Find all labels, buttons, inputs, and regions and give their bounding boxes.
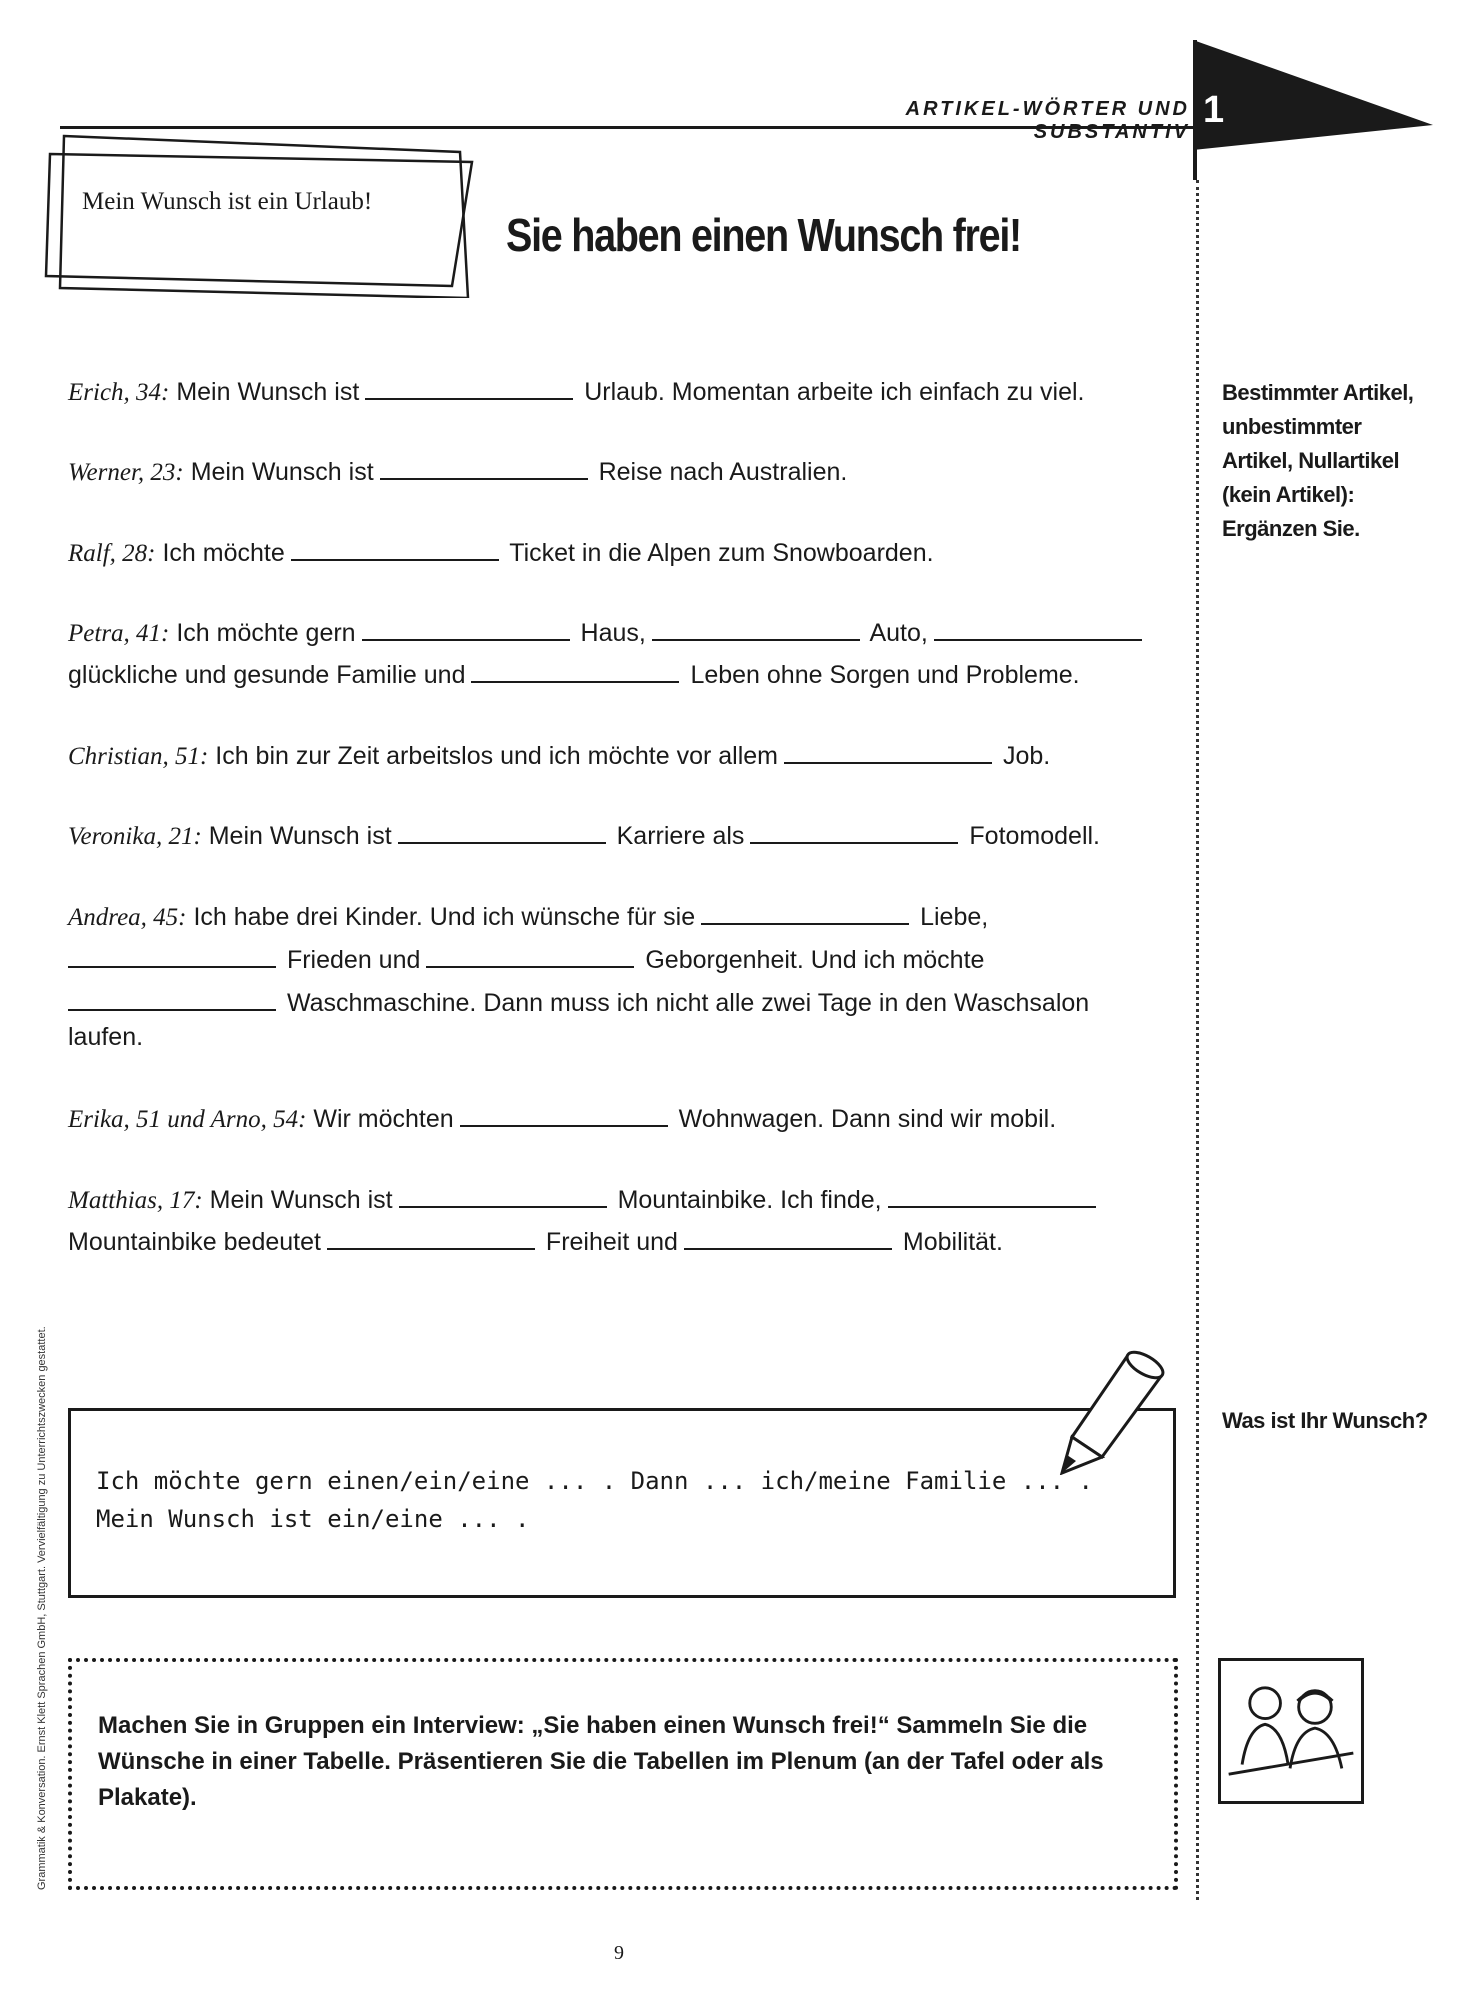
exercise-item-andrea-line3 — [68, 985, 1089, 1020]
fill-blank[interactable] — [888, 1182, 1096, 1208]
speaker-name: Christian, 51: — [68, 743, 209, 770]
writing-prompt-line: Mein Wunsch ist ein/eine ... . — [96, 1505, 530, 1533]
fill-blank[interactable] — [684, 1224, 892, 1250]
writing-prompt — [96, 1462, 1093, 1538]
exercise-item-andrea — [68, 899, 988, 935]
exercise-item-christian — [68, 738, 1050, 774]
instruction-line: Ergänzen Sie. — [1222, 516, 1360, 541]
exercise-item-erich — [68, 374, 1084, 410]
sentence-part: Ticket in die Alpen zum Snowboarden. — [509, 539, 934, 567]
sentence-part: Karriere als — [616, 822, 745, 850]
interview-instruction: Machen Sie in Gruppen ein Interview: „Sie haben einen Wunsch frei!“ Sammeln Sie die Wünsche in einer Tabelle. Präsentieren Sie die Tabellen im Plenum (an der Tafel oder als Plakate). — [98, 1712, 1104, 1811]
sentence-part: Liebe, — [920, 903, 989, 931]
exercise-item-andrea-line2 — [68, 942, 984, 977]
fill-blank[interactable] — [784, 738, 992, 764]
copyright-notice: Grammatik & Konversation. Ernst Klett Sprachen GmbH, Stuttgart. Vervielfältigung zu Unterrichtszwecken gestattet. — [36, 1326, 48, 1890]
people-talking-icon — [1218, 1658, 1364, 1804]
speaker-name: Petra, 41: — [68, 620, 170, 647]
sidebar-question: Was ist Ihr Wunsch? — [1222, 1408, 1428, 1433]
chapter-number: 1 — [1203, 89, 1225, 131]
sidebar-instruction — [1222, 376, 1442, 546]
fill-blank[interactable] — [365, 374, 573, 400]
fill-blank[interactable] — [934, 615, 1142, 641]
sentence-part: Mein Wunsch ist — [208, 822, 392, 850]
fill-blank[interactable] — [399, 1182, 607, 1208]
speaker-name: Erich, 34: — [68, 379, 170, 406]
fill-blank[interactable] — [380, 454, 588, 480]
sentence-part: Fotomodell. — [969, 822, 1101, 850]
instruction-line: Artikel, Nullartikel — [1222, 448, 1400, 473]
fill-blank[interactable] — [460, 1101, 668, 1127]
pencil-icon — [1050, 1345, 1180, 1475]
exercise-item-andrea-line4 — [68, 1020, 143, 1054]
margin-divider — [1196, 180, 1199, 1900]
exercise-item-matthias — [68, 1182, 1100, 1218]
speaker-name: Andrea, 45: — [68, 904, 187, 931]
sentence-part: Wir möchten — [313, 1105, 454, 1133]
speaker-name: Ralf, 28: — [68, 540, 156, 567]
exercise-item-matthias-line2 — [68, 1224, 1003, 1259]
sentence-part: Geborgenheit. Und ich möchte — [645, 946, 985, 974]
exercise-item-werner — [68, 454, 847, 490]
sentence-part: Ich möchte gern — [176, 619, 356, 647]
sentence-part: glückliche und gesunde Familie und — [68, 661, 466, 689]
sentence-part: Mountainbike bedeutet — [68, 1228, 321, 1256]
instruction-line: unbestimmter — [1222, 414, 1362, 439]
exercise-item-ralf — [68, 535, 934, 571]
sentence-part: laufen. — [68, 1023, 144, 1051]
instruction-line: (kein Artikel): — [1222, 482, 1355, 507]
instruction-line: Bestimmter Artikel, — [1222, 380, 1414, 405]
exercise-item-petra-line2 — [68, 657, 1080, 692]
fill-blank[interactable] — [701, 899, 909, 925]
sentence-part: Auto, — [869, 619, 928, 647]
sentence-part: Job. — [1002, 742, 1051, 770]
fill-blank[interactable] — [750, 818, 958, 844]
sentence-part: Urlaub. Momentan arbeite ich einfach zu viel. — [584, 378, 1085, 406]
sentence-part: Wohnwagen. Dann sind wir mobil. — [678, 1105, 1057, 1133]
sentence-part: Leben ohne Sorgen und Probleme. — [690, 661, 1080, 689]
sentence-part: Mountainbike. Ich finde, — [617, 1186, 882, 1214]
speaker-name: Veronika, 21: — [68, 823, 202, 850]
fill-blank[interactable] — [398, 818, 606, 844]
sentence-part: Reise nach Australien. — [598, 458, 848, 486]
sentence-part: Mein Wunsch ist — [209, 1186, 393, 1214]
fill-blank[interactable] — [652, 615, 860, 641]
fill-blank[interactable] — [327, 1224, 535, 1250]
speaker-name: Werner, 23: — [68, 459, 184, 486]
exercise-item-petra — [68, 615, 1146, 651]
writing-prompt-line: Ich möchte gern einen/ein/eine ... . Dann ... ich/meine Familie ... . — [96, 1467, 1093, 1495]
fill-blank[interactable] — [291, 535, 499, 561]
sentence-part: Haus, — [580, 619, 646, 647]
fill-blank[interactable] — [471, 657, 679, 683]
sentence-part: Ich bin zur Zeit arbeitslos und ich möchte vor allem — [215, 742, 778, 770]
title-box-text: Mein Wunsch ist ein Urlaub! — [82, 188, 373, 215]
exercise-item-erika — [68, 1101, 1056, 1137]
sentence-part: Mein Wunsch ist — [190, 458, 374, 486]
sentence-part: Freiheit und — [545, 1228, 678, 1256]
page-title: Sie haben einen Wunsch frei! — [506, 209, 1021, 261]
fill-blank[interactable] — [68, 942, 276, 968]
speaker-name: Matthias, 17: — [68, 1187, 203, 1214]
fill-blank[interactable] — [362, 615, 570, 641]
chapter-label: ARTIKEL-WÖRTER UND SUBSTANTIV — [905, 98, 1190, 143]
fill-blank[interactable] — [68, 985, 276, 1011]
sentence-part: Mobilität. — [902, 1228, 1003, 1256]
sentence-part: Mein Wunsch ist — [176, 378, 360, 406]
sentence-part: Ich möchte — [162, 539, 285, 567]
speaker-name: Erika, 51 und Arno, 54: — [68, 1106, 307, 1133]
sentence-part: Waschmaschine. Dann muss ich nicht alle zwei Tage in den Waschsalon — [286, 989, 1090, 1017]
sentence-part: Ich habe drei Kinder. Und ich wünsche für sie — [193, 903, 696, 931]
exercise-item-veronika — [68, 818, 1100, 854]
chapter-flag-icon — [1193, 40, 1453, 180]
page-number: 9 — [614, 1942, 624, 1964]
fill-blank[interactable] — [426, 942, 634, 968]
sentence-part: Frieden und — [286, 946, 421, 974]
